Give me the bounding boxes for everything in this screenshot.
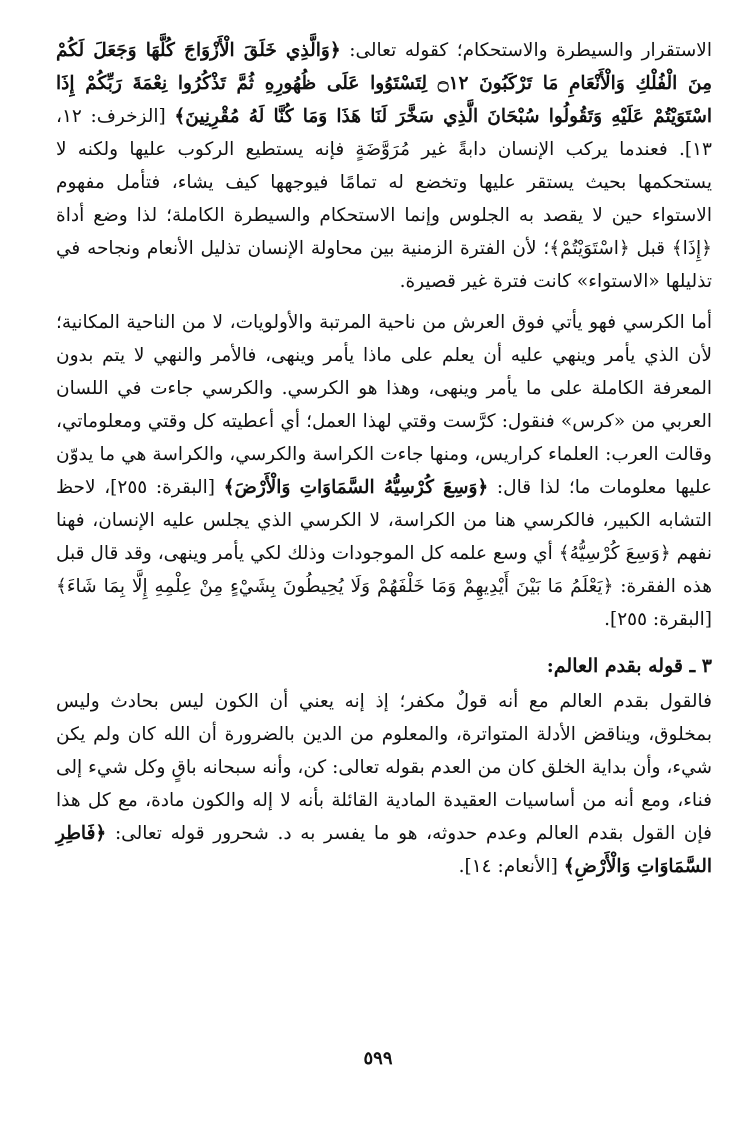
paragraph-text: [الزخرف: ١٢، ١٣]. فعندما يركب الإنسان دابةً غير مُرَوَّضَةٍ فإنه يستطيع الركوب عليها ولكنه لا يستحكمها بحيث يستقر عليها وتخضع له تمامًا فيوجهها كيف يشاء، فتأمل مفهوم الاستواء حين لا يقصد به الجلوس وإنما الاستحكام والسيطرة الكاملة؛ لذا وضع أداة ﴿إِذَا﴾ قبل ﴿اسْتَوَيْتُمْ﴾؛ لأن الفترة الزمنية بين محاولة الإنسان تذليل الأنعام ونجاحه في تذليلها «الاستواء» كانت فترة غير قصيرة. <box>56 106 712 292</box>
paragraph-qidam-alalam <box>56 685 712 883</box>
paragraph-text: [الأنعام: ١٤]. <box>458 856 564 877</box>
paragraph-text: أما الكرسي فهو يأتي فوق العرش من ناحية المرتبة والأولويات، لا من الناحية المكانية؛ لأن الذي يأمر وينهي عليه أن يعلم على ماذا يأمر وينهى، فالأمر والنهي لا يتم بدون المعرفة الكاملة على ما يأمر وينهى، وهذا هو الكرسي. والكرسي جاءت في اللسان العربي من «كرس» فنقول: كرَّست وقتي لهذا العمل؛ أي أعطيته كل وقتي ومعلوماتي، وقالت العرب: العلماء كراريس، ومنها جاءت الكراسة والكرسي، والكراسة هي ما يدوّن عليها معلومات ما؛ لذا قال: <box>56 312 713 498</box>
paragraph-kursi <box>56 306 712 636</box>
page-number: ٥٩٩ <box>363 1048 393 1069</box>
quran-verse: ﴿فَاطِرِ السَّمَاوَاتِ وَالْأَرْضِ﴾ <box>56 823 712 877</box>
section-heading: ٣ ـ قوله بقدم العالم: <box>546 655 712 677</box>
paragraph-text: الاستقرار والسيطرة والاستحكام؛ كقوله تعالى: <box>340 40 713 61</box>
quran-verse: ﴿وَسِعَ كُرْسِيُّهُ السَّمَاوَاتِ وَالْأَرْضَ﴾ <box>223 477 489 498</box>
quran-verse: ﴿وَالَّذِي خَلَقَ الْأَزْوَاجَ كُلَّهَا وَجَعَلَ لَكُمْ مِنَ الْفُلْكِ وَالْأَنْعَامِ مَا تَرْكَبُونَ ۝١٢ لِتَسْتَوُوا عَلَى ظُهُورِهِ ثُمَّ تَذْكُرُوا نِعْمَةَ رَبِّكُمْ إِذَا اسْتَوَيْتُمْ عَلَيْهِ وَتَقُولُوا سُبْحَانَ الَّذِي سَخَّرَ لَنَا هَذَا وَمَا كُنَّا لَهُ مُقْرِنِينَ﴾ <box>56 40 712 127</box>
paragraph-text: فالقول بقدم العالم مع أنه قولٌ مكفر؛ إذ إنه يعني أن الكون ليس بحادث وليس بمخلوق، ويناقض الأدلة المتواترة، والمعلوم من الدين بالضرورة أن الله كان ولم يكن شيء، وأن بداية الخلق كان من العدم بقوله تعالى: كن، وأنه سبحانه باقٍ وكل شيء إلى فناء، ومع أنه من أساسيات العقيدة المادية القائلة بأنه لا إله والكون مادة، مع كل هذا فإن القول بقدم العالم وعدم حدوثه، هو ما يفسر به د. شحرور قوله تعالى: <box>56 691 712 844</box>
paragraph-text: [البقرة: ٢٥٥]، لاحظ التشابه الكبير، فالكرسي هنا من الكراسة، لا الكرسي الذي يجلس عليه الإنسان، فهنا نفهم ﴿وَسِعَ كُرْسِيُّهُ﴾ أي وسع علمه كل الموجودات وذلك لكي يأمر وينهى، وقد قال قبل هذه الفقرة: ﴿يَعْلَمُ مَا بَيْنَ أَيْدِيهِمْ وَمَا خَلْفَهُمْ وَلَا يُحِيطُونَ بِشَيْءٍ مِنْ عِلْمِهِ إِلَّا بِمَا شَاءَ﴾ [البقرة: ٢٥٥]. <box>56 477 712 630</box>
paragraph-istiwa <box>56 34 712 298</box>
